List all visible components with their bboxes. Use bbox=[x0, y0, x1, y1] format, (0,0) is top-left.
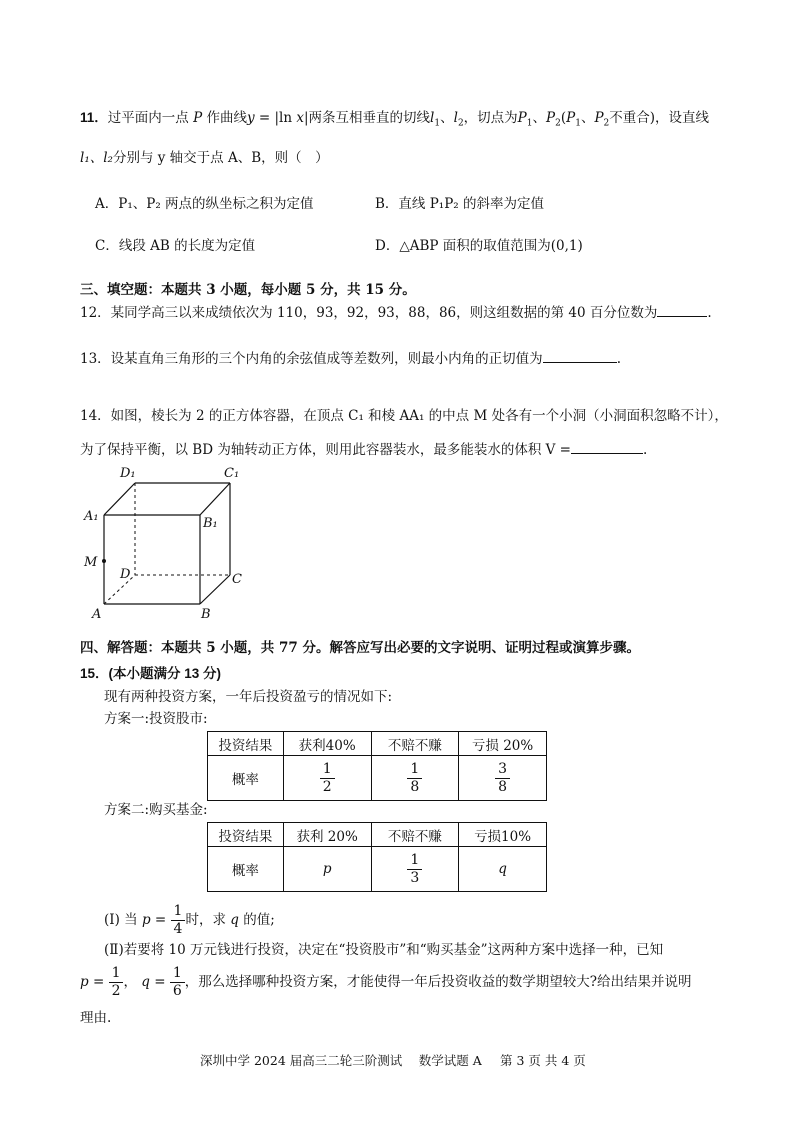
t2-prob-even: $\frac{1}{3}$ bbox=[371, 847, 459, 892]
t2-prob-loss: q bbox=[459, 847, 547, 892]
q11-number: 11． bbox=[80, 110, 108, 125]
label-C: C bbox=[232, 572, 242, 587]
section-4-heading: 四、解答题：本题共 5 小题，共 77 分。解答应写出必要的文字说明、证明过程或演算步骤。 bbox=[80, 640, 640, 656]
q15-part1: (Ⅰ) 当 p = $\frac{1}{4}$ 时，求 q 的值; bbox=[104, 903, 275, 937]
t1-header-gain: 获利40% bbox=[283, 732, 371, 756]
q11-line1: 11．过平面内一点 P 作曲线y = |ln x|两条互相垂直的切线$l_1$、$l_2$，切点为$P_1$、$P_2(P_1$、$P_2$不重合)，设直线 bbox=[80, 110, 710, 129]
t2-header-even: 不赔不赚 bbox=[371, 823, 459, 847]
label-D1: D₁ bbox=[120, 466, 136, 481]
cube-figure bbox=[80, 460, 260, 630]
edge-BC bbox=[200, 575, 230, 604]
q11-line2: l₁、l₂分别与 y 轴交于点 A、B，则（ ） bbox=[80, 150, 329, 166]
q15-plan2: 方案二:购买基金: bbox=[104, 802, 208, 818]
footer-page-number: 第 3 页 共 4 页 bbox=[500, 1053, 586, 1068]
edge-A1D1 bbox=[104, 483, 135, 515]
t2-row-label: 概率 bbox=[208, 847, 284, 892]
t1-row-label: 概率 bbox=[208, 756, 284, 801]
q12: 12．某同学高三以来成绩依次为 110，93，92，93，88，86，则这组数据的第 40 百分位数为 . bbox=[80, 302, 712, 323]
q11-option-d: D．△ABP 面积的取值范围为(0,1) bbox=[375, 238, 583, 254]
t1-header-even: 不赔不赚 bbox=[371, 732, 459, 756]
label-A1: A₁ bbox=[84, 509, 99, 524]
q14-answer-blank[interactable] bbox=[571, 439, 643, 454]
t1-prob-loss: $\frac{3}{8}$ bbox=[459, 756, 547, 801]
q15-title: 15．(本小题满分 13 分) bbox=[80, 666, 222, 681]
label-C1: C₁ bbox=[224, 466, 240, 481]
q15-part1-frac: $\frac{1}{4}$ bbox=[171, 903, 186, 938]
label-B1: B₁ bbox=[203, 516, 218, 531]
t1-prob-even: $\frac{1}{8}$ bbox=[371, 756, 459, 801]
q14-line2: 为了保持平衡，以 BD 为轴转动正方体，则用此容器装水，最多能装水的体积 V = . bbox=[80, 439, 647, 460]
plan2-table bbox=[207, 822, 547, 892]
section-3-heading: 三、填空题：本题共 3 小题，每小题 5 分，共 15 分。 bbox=[80, 282, 416, 298]
t2-header-gain: 获利 20% bbox=[283, 823, 371, 847]
label-D: D bbox=[120, 567, 131, 582]
t1-header-result: 投资结果 bbox=[208, 732, 284, 756]
q15-part2-line2: p = $\frac{1}{2}$ ， q = $\frac{1}{6}$ ，那么选择哪种投资方案，才能使得一年后投资收益的数学期望较大?给出结果并说明 bbox=[80, 965, 692, 999]
q13: 13．设某直角三角形的三个内角的余弦值成等差数列，则最小内角的正切值为 . bbox=[80, 348, 621, 369]
label-A: A bbox=[92, 607, 102, 622]
t1-header-loss: 亏损 20% bbox=[459, 732, 547, 756]
q14-line1: 14．如图，棱长为 2 的正方体容器，在顶点 C₁ 和棱 AA₁ 的中点 M 处各有一个小洞（小洞面积忽略不计）， bbox=[80, 408, 728, 424]
q15-part2-line3: 理由. bbox=[80, 1010, 112, 1026]
edge-B1C1 bbox=[200, 483, 230, 515]
q15-plan1: 方案一:投资股市: bbox=[104, 711, 208, 727]
q15-intro: 现有两种投资方案，一年后投资盈亏的情况如下: bbox=[104, 689, 393, 705]
q13-answer-blank[interactable] bbox=[543, 348, 617, 363]
label-B: B bbox=[201, 607, 211, 622]
q12-answer-blank[interactable] bbox=[657, 302, 707, 317]
point-M bbox=[102, 559, 106, 563]
t2-prob-gain: p bbox=[283, 847, 371, 892]
q11-option-b: B．直线 P₁P₂ 的斜率为定值 bbox=[375, 196, 544, 212]
t1-prob-gain: $\frac{1}{2}$ bbox=[283, 756, 371, 801]
plan1-table bbox=[207, 731, 547, 801]
t2-header-loss: 亏损10% bbox=[459, 823, 547, 847]
label-M: M bbox=[84, 555, 98, 570]
q11-option-c: C．线段 AB 的长度为定值 bbox=[95, 238, 256, 254]
q15-part2-line1: (Ⅱ)若要将 10 万元钱进行投资，决定在“投资股市”和“购买基金”这两种方案中选择一种，已知 bbox=[104, 942, 664, 958]
q11-option-a: A．P₁、P₂ 两点的纵坐标之积为定值 bbox=[95, 196, 314, 212]
footer-exam-title: 深圳中学 2024 届高三二轮三阶测试 数学试题 A bbox=[200, 1053, 482, 1068]
t2-header-result: 投资结果 bbox=[208, 823, 284, 847]
